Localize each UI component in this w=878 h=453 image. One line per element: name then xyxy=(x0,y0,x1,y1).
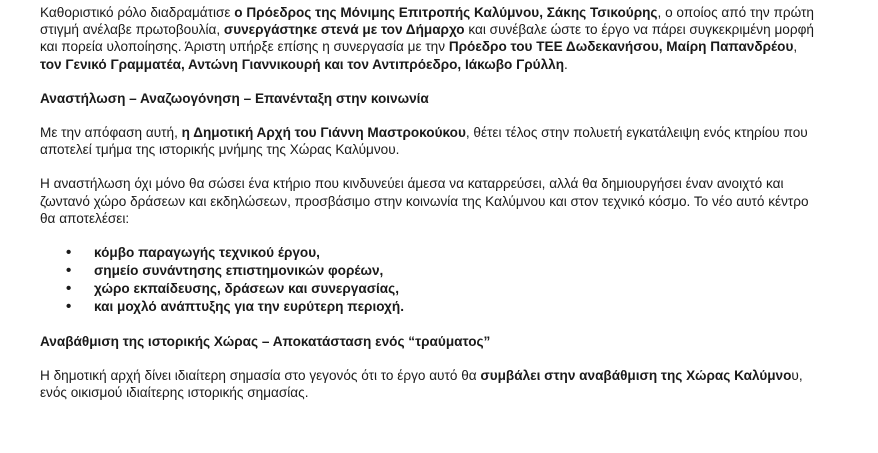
list-item: • κόμβο παραγωγής τεχνικού έργου, xyxy=(40,244,820,262)
section-heading-restoration: Αναστήλωση – Αναζωογόνηση – Επανένταξη στην κοινωνία xyxy=(40,90,429,106)
paragraph-decision xyxy=(40,124,820,158)
paragraph-upgrade xyxy=(40,367,820,401)
bold-run: ο Πρόεδρος της Μόνιμης Επιτροπής Καλύμνου, Σάκης Τσικούρης xyxy=(234,5,658,20)
bold-run: Πρόεδρο του ΤΕΕ Δωδεκανήσου, Μαίρη Παπανδρέου xyxy=(448,39,794,55)
spacer xyxy=(40,227,820,244)
spacer xyxy=(40,350,820,367)
text-run: και συνέβαλε ώστε το έργο να πάρει συγκεκριμένη μορφή και πορεία υλοποίησης. Άριστη υπήρξε επίσης η συνεργασία με την xyxy=(40,22,814,55)
bullet-list xyxy=(40,244,820,316)
bold-run: τον Γενικό Γραμματέα, Αντώνη Γιαννικουρή και τον Αντιπρόεδρο, Ιάκωβο Γρύλλη xyxy=(40,56,565,72)
text-run: . xyxy=(564,56,568,72)
spacer xyxy=(40,158,820,175)
list-item: • και μοχλό ανάπτυξης για την ευρύτερη περιοχή. xyxy=(40,298,820,316)
text-run: , xyxy=(793,39,798,55)
document-body xyxy=(40,4,820,402)
list-item: • σημείο συνάντησης επιστημονικών φορέων, xyxy=(40,262,820,280)
text-run: Καθοριστικό ρόλο διαδραμάτισε xyxy=(40,5,235,20)
spacer xyxy=(40,73,820,90)
list-item: • χώρο εκπαίδευσης, δράσεων και συνεργασίας, xyxy=(40,280,820,298)
text-run: υ, ενός οικισμού ιδιαίτερης ιστορικής σημασίας. xyxy=(40,368,803,401)
text-run: Με την απόφαση αυτή, xyxy=(40,125,182,141)
bold-run: η Δημοτική Αρχή του Γιάννη Μαστροκούκου xyxy=(181,125,466,141)
paragraph-restoration: Η αναστήλωση όχι μόνο θα σώσει ένα κτήριο που κινδυνεύει άμεσα να καταρρεύσει, αλλά θα δημιουργήσει έναν ανοιχτό και ζωντανό χώρο δράσεων και εκδηλώσεων, προσβάσιμο στην κοινωνία της Καλύμνου και στον τεχνικό κόσμο. Το νέο αυτό κέντρο θα αποτελέσει: xyxy=(40,176,809,226)
paragraph-collaboration xyxy=(40,4,820,73)
text-run: , θέτει τέλος στην πολυετή εγκατάλειψη ενός κτηρίου που αποτελεί τμήμα της ιστορικής μνήμης της Χώρας Καλύμνου. xyxy=(40,125,808,158)
text-run: , ο οποίος από την πρώτη στιγμή ανέλαβε πρωτοβουλία, xyxy=(40,5,814,38)
bold-run: συνεργάστηκε στενά με τον Δήμαρχο xyxy=(223,22,465,38)
bold-run: συμβάλει στην αναβάθμιση της Χώρας Καλύμνο xyxy=(480,368,792,384)
section-heading-upgrade: Αναβάθμιση της ιστορικής Χώρας – Αποκατάσταση ενός “τραύματος” xyxy=(40,334,491,350)
spacer xyxy=(40,107,820,124)
spacer xyxy=(40,316,820,333)
text-run: Η δημοτική αρχή δίνει ιδιαίτερη σημασία στο γεγονός ότι το έργο αυτό θα xyxy=(40,368,481,384)
